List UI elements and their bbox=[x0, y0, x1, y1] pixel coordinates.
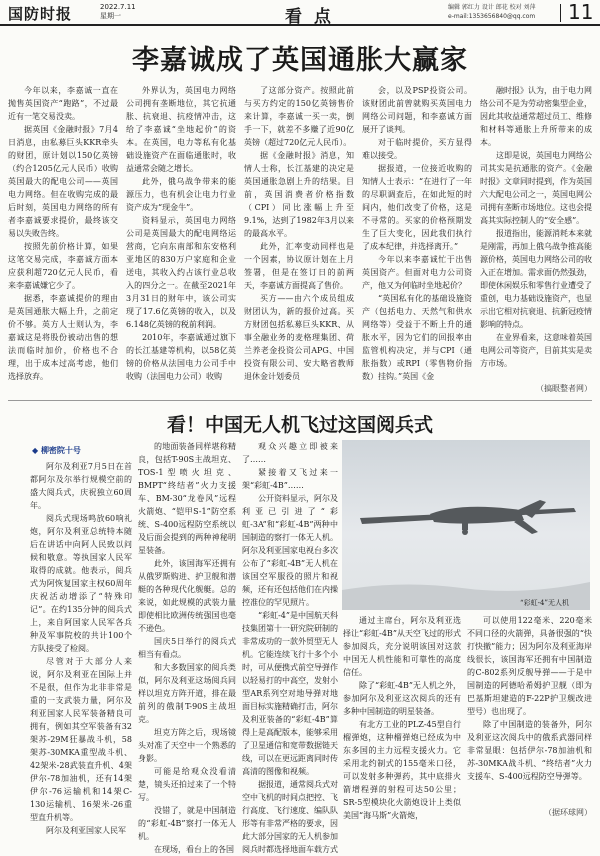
article1-column-3 bbox=[244, 84, 354, 396]
paragraph: 国庆5日举行的阅兵式相当有看点。 bbox=[138, 637, 236, 659]
paragraph: 在业界看来，这意味着英国电网公司等资产，目前其实是卖方市场。 bbox=[480, 333, 592, 368]
article2-column-3 bbox=[242, 440, 338, 854]
paragraph: “彩虹-4”是中国航天科技集团第十一研究院研制的非常成功的一款外贸型无人机。它能连续飞行十多个小时，可从便携式前空导弹作以轻易打的中高空，发射小型AR系列空对地导弹对地面目标实施精确打击，阿尔及利亚装备的“彩虹-4B”算得上是高配版本，能够采用了卫星通信和宽带数据链天线，可以在更远距离同时传高清的图像和视频。 bbox=[242, 611, 338, 776]
paragraph: 阅兵式现场鸣放60响礼炮，阿尔及利亚总统特本随后在讲话中向阿人民致以问候和敬意。等执国家人民军取得的成就。他表示，阅兵式为阿恢复国家主权60周年庆祝活动增添了“特殊印记”。在约135分钟的阅兵式上，来自阿国家人民军各兵种及军事院校的共计100个方队接受了检阅。 bbox=[30, 514, 132, 653]
article1-column-2 bbox=[126, 84, 236, 396]
paragraph: 可能是给观众没看清楚，镜头还拍过来了一个特写。 bbox=[138, 767, 236, 802]
editor-email: e-mail:1353656840@qq.com bbox=[448, 13, 536, 20]
paragraph: 通过主席台，阿尔及利亚选择让“彩虹-4B”从天空飞过的形式参加阅兵，充分说明该国对这款中国无人机性能和可靠性的高度信任。 bbox=[343, 616, 461, 677]
paragraph: 阿尔及利亚7月5日在首都阿尔及尔举行规模空前的盛大阅兵式，庆祝独立60周年。 bbox=[30, 462, 132, 510]
paragraph: 据英国《金融时报》7月4日消息，由私募巨头KKR牵头的财团，原计划以150亿英镑（约合1205亿元人民币）收购英国最大的配电公司——英国电力网络。但在收购完成的最后时刻，英国电力网络的所有者李嘉诚要求提价，最终该交易以失败告终。 bbox=[8, 125, 118, 238]
paragraph: 此外，俄乌战争带来的能源压力，也有机会让电力行业资产成为“现金牛”。 bbox=[126, 177, 236, 212]
paragraph: 外界认为，英国电力网络公司拥有垄断地位，其它抗通胀、抗衰退、抗疫情冲击，这给了李嘉诚“坐地起价”的资本。在英国，电力等私有化基础设施资产在面临通胀时，收益通常会随之增长。 bbox=[126, 86, 236, 173]
paragraph: 据《金融时报》消息，知情人士称，长江基建的决定是英国通胀急剧上升的结果。目前，英国消费者价格指数（CPI）同比涨幅上升至9.1%，达到了1982年3月以来的最高水平。 bbox=[244, 151, 354, 238]
paragraph: 会，以及PSP投资公司。该财团此前曾就购买英国电力网络公司问题，和李嘉诚方面展开了谈判。 bbox=[362, 86, 472, 134]
article1-column-5 bbox=[480, 84, 592, 384]
article1-column-4 bbox=[362, 84, 472, 396]
paragraph: 据报道，一位接近收购的知情人士表示：“在进行了一年的尽职调查后，在如此短的时间内，他们改变了价格，这是不寻常的。买家的价格预期发生了巨大变化，因此我们执行了成本纪律，并选择离开。” bbox=[362, 164, 472, 251]
paragraph: 此外，汇率变动同样也是一个因素，协议原计划在上月签署，但是在签订日的前两天，李嘉诚方面提高了售价。 bbox=[244, 242, 354, 290]
paragraph: 公开资料显示，阿尔及利亚已引进了“彩虹-3A”和“彩虹-4B”两种中国制造的察打一体无人机。阿尔及利亚国家电视台多次公布了“彩虹-4B”无人机在该国空军服役的照片和视频，还有还包括他们在内操控准位的罕见照片。 bbox=[242, 494, 338, 607]
paragraph: 紧接着又飞过来一架“彩虹-4B”…… bbox=[242, 468, 338, 490]
article2-column-4 bbox=[343, 614, 461, 820]
article2-byline: （据环球网） bbox=[544, 808, 592, 817]
paragraph: 今年以来李嘉诚忙于出售英国资产。但面对电力公司资产，他又为何临时坐地起价？ bbox=[362, 255, 472, 290]
page-number-divider bbox=[560, 4, 561, 22]
paragraph: 了这部分资产。按照此前与买方约定的150亿英镑售价来计算，李嘉诚一买一卖，倒手一下，就差不多赚了近90亿英镑（超过720亿元人民币）。 bbox=[244, 86, 354, 147]
paragraph: 买方——由六个成员组成财团认为，新的报价过高。买方财团包括私募巨头KKR、从事全融业务的麦格理集团、荷兰养老金投资公司APG、中国投资有限公司、安大略省教师退休金计划委员 bbox=[244, 294, 354, 381]
paragraph: “英国私有化的基础设施资产（包括电力、天然气和供水网络等）受益于不断上升的通胀水平，因为它们的回报率由监管机构决定，并与CPI（通胀指数）或RPI（零售物价指数）挂钩。”英国《金 bbox=[362, 294, 472, 381]
drone-photo bbox=[342, 440, 590, 610]
article1-byline: （搞眼整者网） bbox=[536, 384, 592, 393]
photo-caption: “彩虹-4”无人机 bbox=[520, 599, 569, 607]
newspaper-logo: 国防时报 bbox=[8, 5, 73, 23]
page-number: 11 bbox=[568, 0, 594, 24]
article2-reporter: ◆ 柳密院十号 bbox=[32, 446, 81, 455]
paragraph: 阿尔及利亚国家人民军 bbox=[46, 826, 126, 835]
paragraph: 2010年，李嘉诚通过旗下的长江基建等机构，以58亿英镑的价格从法国电力公司手中收购（法国电力公司）收购 bbox=[126, 333, 236, 381]
section-title: 看 点 bbox=[285, 7, 334, 27]
paragraph: 可以使用122毫米、220毫米不同口径的火箭弹，具备很强的“快打快撤”能力；因为阿尔及利亚海岸线很长，该国海军还拥有中国制造的C-802系列反舰导弹——于是中国制造的阿德哈希姆护卫舰（即为巴基斯坦建造的F-22P护卫舰改进型号）也出现了。 bbox=[467, 616, 592, 716]
paragraph: 除了中国制造的装备外，阿尔及利亚这次阅兵中的俄系武器同样非常显眼：包括伊尔-78加油机和苏-30MKA战斗机、“终结者”火力支援车、S-400远程防空导弹等。 bbox=[467, 720, 592, 781]
paragraph: 有北方工业的PLZ-45型自行榴弹炮，这种榴弹炮已经成为中东多国的主力远程支援火力。它采用北约制式的155毫米口径，可以发射多种弹药，其中底排火箭增程弹的射程可达50公里；SR-5型模块化火箭炮设计上类似美国“海马斯”火箭炮， bbox=[343, 720, 461, 820]
date-text: 2022.7.11 bbox=[100, 3, 136, 11]
paragraph: 据报道，通常阅兵式对空中飞机的时间点把控、飞行高度、飞行速度、编队队形等有非常严格的要求，因此大部分国家的无人机参加阅兵时都选择地面车载方式 bbox=[242, 780, 338, 854]
paragraph: 除了“彩虹-4B”无人机之外，参加阿尔及利亚这次阅兵的还有多种中国制造的明星装备。 bbox=[343, 681, 461, 716]
paragraph: 报道指出，能源消耗本来就是刚需，再加上俄乌战争推高能源价格，英国电力网络公司的收入正在增加。需求面仍然强劲，即使休闲娱乐和零售行业遭受了重创，电力基础设施资产，也显示出它相对抗衰退、抗新冠疫情影响的特点。 bbox=[480, 229, 592, 329]
paragraph: 融时报》认为，由于电力网络公司不是为劳动密集型企业，因此其收益通常超过员工、维修和材料等通胀上升所带来的成本。 bbox=[480, 86, 592, 147]
paragraph: 和大多数国家的阅兵类似，阿尔及利亚这场阅兵同样以坦克方阵开道，排在最前列的俄制T-90S主战坦克。 bbox=[138, 663, 236, 724]
editor-names: 编辑 郭红力 设计 郎花 校对 刘萍 bbox=[448, 4, 536, 11]
article2-headline: 看！中国无人机飞过这国阅兵式 bbox=[166, 414, 433, 436]
paragraph: 这即是说，英国电力网络公司其实是抗通胀的资产。《金融时报》文章同时提到，作为英国六大配电公司之一，英国电网公司拥有垄断市场地位。这也会提高其实际控制人的“安全感”。 bbox=[480, 151, 592, 225]
paragraph: 观众兴趣立即被来了…… bbox=[242, 442, 338, 464]
article2-column-1 bbox=[30, 460, 132, 835]
article2-column-2 bbox=[138, 440, 236, 854]
paragraph: 的地面装备同样堪称精良，包括T-90S主战坦克、TOS-1型喷火坦克、BMPT“终结者”火力支援车、BM-30“龙卷风”远程火箭炮、“铠甲S-1”防空系统、S-400远程防空系统以及后面会提到的两种神秘明星装备。 bbox=[138, 442, 236, 555]
article2-column-5 bbox=[467, 614, 592, 804]
paragraph: 坦克方阵之后，现场镜头对准了天空中一个熟悉的身影。 bbox=[138, 728, 236, 763]
paragraph: 此外，该国海军还拥有从俄罗斯购进、护卫舰和潜艇的各种现代化舰艇。总的来说，如此规模的武装力量即使相比欧洲传统强国也毫不逊色。 bbox=[138, 559, 236, 633]
article-divider bbox=[8, 400, 592, 401]
issue-date bbox=[100, 3, 136, 21]
article1-column-1 bbox=[8, 84, 118, 396]
paragraph: 在现场，看台上的各国 bbox=[154, 845, 234, 854]
drone-illustration bbox=[342, 440, 590, 610]
article1-byline-box bbox=[480, 382, 592, 396]
paragraph: 资料显示，英国电力网络公司是英国最大的配电网络运营商，它向东南部和东安格利亚地区的830万户家庭和企业送电，其收入约占该行业总收入的四分之一。在截至2021年3月31日的财年中，该公司实现了17.6亿英镑的收入，以及6.148亿英镑的税前利润。 bbox=[126, 216, 236, 329]
weekday-text: 星期一 bbox=[100, 12, 121, 20]
paragraph: 对于临时提价，买方显得难以接受。 bbox=[362, 138, 472, 160]
paragraph: 今年以来，李嘉诚一直在抛售英国资产“跑路”，不过最近有一笔交易没卖。 bbox=[8, 86, 118, 121]
masthead bbox=[0, 0, 600, 26]
paragraph: 没错了，就是中国制造的“彩虹-4B”察打一体无人机。 bbox=[138, 806, 236, 841]
article2-byline-box bbox=[467, 806, 592, 820]
paragraph: 尽管对于大部分人来说，阿尔及利亚在国际上并不是很，但作为北非非常是重的一支武装力量，阿尔及利亚国家人民军装备精良可拥有，例如其空军装备有32架苏-29M狂暴战斗机，58架苏-30MKA重型战斗机、42架米-28武装直升机、4架伊尔-78加油机，还有14架伊尔-76运输机和14架C-130运输机、16架米-26重型直升机等。 bbox=[30, 657, 132, 822]
article1-headline: 李嘉诚成了英国通胀大赢家 bbox=[132, 45, 468, 76]
editor-credits bbox=[448, 3, 536, 21]
paragraph: 据悉，李嘉诚提价的理由是英国通胀大幅上升，之前定价不够。英方人士则认为，李嘉诚这是将股份被动出售的想法而临时加价，价格也不合理，出于成本过高考虑，他们选择放弃。 bbox=[8, 294, 118, 381]
paragraph: 按照先前价格计算，如果这笔交易完成，李嘉诚方面本应获利超720亿元人民币，看来李嘉诚嫌它少了。 bbox=[8, 242, 118, 290]
